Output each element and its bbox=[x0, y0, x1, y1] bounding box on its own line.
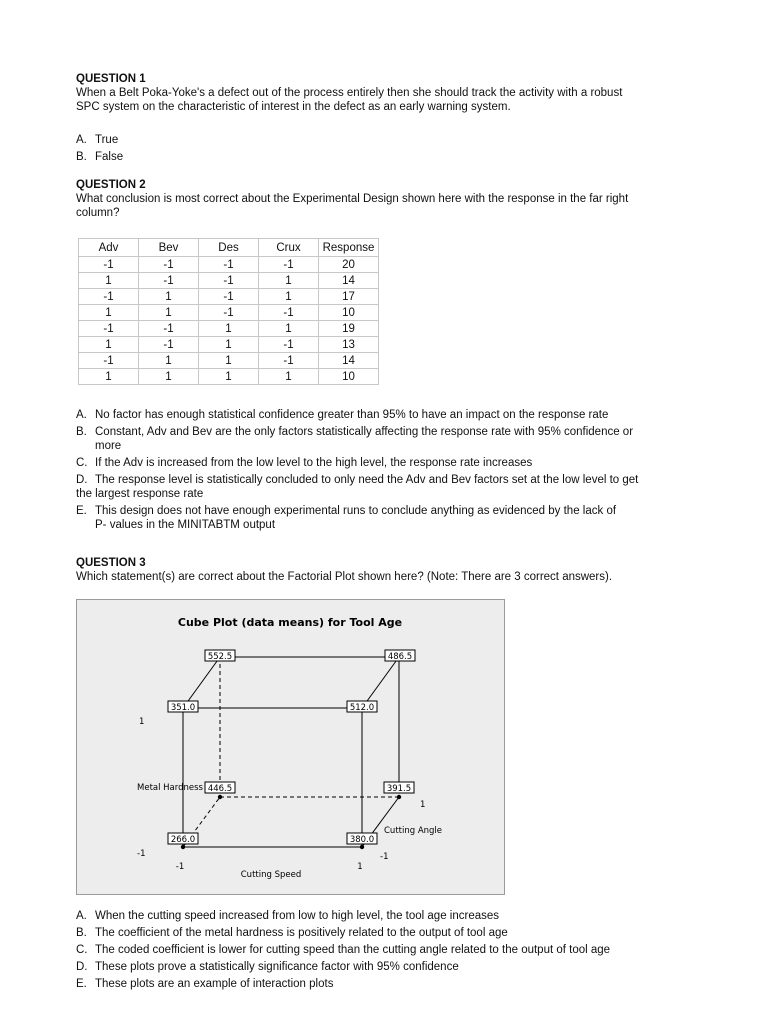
cube-plot-svg bbox=[77, 600, 504, 894]
table-header-bev: Bev bbox=[139, 239, 199, 257]
cube-value-front-top-right bbox=[347, 701, 377, 713]
svg-text:512.0: 512.0 bbox=[349, 703, 375, 713]
cube-point-front-bottom-right bbox=[360, 845, 364, 849]
question-2-option-a[interactable]: A. No factor has enough statistical confidence greater than 95% to have an impact on the response rate bbox=[76, 409, 609, 421]
question-1 bbox=[76, 72, 622, 114]
question-1-heading: QUESTION 1 bbox=[76, 73, 146, 85]
table-cell-response: 14 bbox=[319, 353, 379, 369]
cube-value-back-top-right bbox=[385, 650, 415, 662]
question-2-text-line-1: What conclusion is most correct about the Experimental Design shown here with the response in the far right bbox=[76, 193, 629, 205]
table-cell-adv: 1 bbox=[79, 273, 139, 289]
table-cell-response: 19 bbox=[319, 321, 379, 337]
svg-text:446.5: 446.5 bbox=[207, 784, 233, 794]
table-cell-des: -1 bbox=[199, 257, 259, 273]
table-row bbox=[79, 289, 379, 305]
table-cell-crux: -1 bbox=[259, 305, 319, 321]
svg-text:380.0: 380.0 bbox=[349, 835, 375, 845]
table-cell-des: 1 bbox=[199, 353, 259, 369]
table-cell-des: 1 bbox=[199, 369, 259, 385]
table-cell-adv: 1 bbox=[79, 305, 139, 321]
cube-value-back-top-left bbox=[205, 650, 235, 662]
axis-tick-cutting-angle-high: 1 bbox=[420, 800, 426, 810]
question-1-options bbox=[76, 133, 123, 167]
table-cell-crux: 1 bbox=[259, 321, 319, 337]
table-cell-response: 17 bbox=[319, 289, 379, 305]
question-3-option-a[interactable]: A. When the cutting speed increased from low to high level, the tool age increases bbox=[76, 910, 500, 922]
table-cell-bev: 1 bbox=[139, 369, 199, 385]
question-1-text-line-2: SPC system on the characteristic of interest in the defect as an early warning system. bbox=[76, 101, 511, 113]
axis-label-cutting-angle: Cutting Angle bbox=[384, 826, 443, 836]
svg-text:266.0: 266.0 bbox=[170, 835, 196, 845]
table-cell-bev: 1 bbox=[139, 353, 199, 369]
cube-value-back-bottom-left bbox=[205, 782, 235, 794]
table-cell-response: 14 bbox=[319, 273, 379, 289]
question-2-option-e[interactable]: E. This design does not have enough experimental runs to conclude anything as evidenced by the lack of P- values in the MINITABTM output bbox=[76, 505, 617, 531]
question-3 bbox=[76, 556, 696, 584]
table-cell-des: -1 bbox=[199, 273, 259, 289]
question-2-option-c[interactable]: C. If the Adv is increased from the low level to the high level, the response rate increases bbox=[76, 457, 533, 469]
table-row bbox=[79, 257, 379, 273]
question-3-heading: QUESTION 3 bbox=[76, 557, 146, 569]
table-row bbox=[79, 337, 379, 353]
table-cell-adv: 1 bbox=[79, 337, 139, 353]
table-header-crux: Crux bbox=[259, 239, 319, 257]
svg-text:486.5: 486.5 bbox=[387, 652, 413, 662]
question-1-text-line-1: When a Belt Poka-Yoke's a defect out of the process entirely then she should track the activity with a robust bbox=[76, 87, 623, 99]
question-2-option-d[interactable]: D. The response level is statistically concluded to only need the Adv and Bev factors set at the low level to get the largest response rate bbox=[76, 474, 639, 500]
table-cell-response: 13 bbox=[319, 337, 379, 353]
table-cell-crux: 1 bbox=[259, 273, 319, 289]
table-cell-bev: -1 bbox=[139, 337, 199, 353]
table-cell-response: 10 bbox=[319, 305, 379, 321]
question-3-option-b[interactable]: B. The coefficient of the metal hardness is positively related to the output of tool age bbox=[76, 927, 508, 939]
question-2 bbox=[76, 178, 696, 220]
table-header-row bbox=[79, 239, 379, 257]
table-cell-des: 1 bbox=[199, 321, 259, 337]
question-3-options bbox=[76, 909, 696, 994]
question-2-heading: QUESTION 2 bbox=[76, 179, 146, 191]
cube-plot-figure bbox=[76, 599, 505, 895]
question-3-option-d[interactable]: D. These plots prove a statistically significance factor with 95% confidence bbox=[76, 961, 459, 973]
question-3-text: Which statement(s) are correct about the Factorial Plot shown here? (Note: There are 3 correct answers). bbox=[76, 571, 613, 583]
axis-label-metal-hardness: Metal Hardness bbox=[137, 783, 203, 793]
experimental-design-table bbox=[78, 238, 379, 385]
table-row bbox=[79, 305, 379, 321]
cube-value-front-bottom-left bbox=[168, 833, 198, 845]
svg-text:552.5: 552.5 bbox=[207, 652, 233, 662]
axis-tick-metal-hardness-low: -1 bbox=[137, 849, 146, 859]
question-3-option-e[interactable]: E. These plots are an example of interaction plots bbox=[76, 978, 334, 990]
cube-point-back-bottom-left bbox=[218, 795, 222, 799]
axis-label-cutting-speed: Cutting Speed bbox=[240, 870, 302, 880]
table-cell-crux: 1 bbox=[259, 289, 319, 305]
table-cell-bev: 1 bbox=[139, 289, 199, 305]
question-2-text-line-2: column? bbox=[76, 207, 120, 219]
table-row bbox=[79, 353, 379, 369]
question-1-option-b[interactable]: B. False bbox=[76, 151, 124, 163]
cube-point-front-bottom-left bbox=[181, 845, 185, 849]
table-cell-adv: -1 bbox=[79, 289, 139, 305]
table-cell-crux: -1 bbox=[259, 257, 319, 273]
table-header-adv: Adv bbox=[79, 239, 139, 257]
table-cell-des: -1 bbox=[199, 289, 259, 305]
cube-value-front-bottom-right bbox=[347, 833, 377, 845]
table-cell-des: -1 bbox=[199, 305, 259, 321]
table-cell-bev: -1 bbox=[139, 257, 199, 273]
question-3-option-c[interactable]: C. The coded coefficient is lower for cutting speed than the cutting angle related to the output of tool age bbox=[76, 944, 611, 956]
table-cell-crux: -1 bbox=[259, 353, 319, 369]
cube-edge-top-right-depth bbox=[362, 657, 399, 708]
table-cell-adv: -1 bbox=[79, 321, 139, 337]
table-cell-response: 20 bbox=[319, 257, 379, 273]
cube-point-back-bottom-right bbox=[397, 795, 401, 799]
axis-tick-cutting-angle-low: -1 bbox=[380, 852, 389, 862]
table-cell-bev: -1 bbox=[139, 321, 199, 337]
table-cell-adv: 1 bbox=[79, 369, 139, 385]
axis-tick-cutting-speed-high: 1 bbox=[357, 862, 363, 872]
svg-text:351.0: 351.0 bbox=[170, 703, 196, 713]
table-row bbox=[79, 321, 379, 337]
table-row bbox=[79, 369, 379, 385]
axis-tick-cutting-speed-low: -1 bbox=[175, 862, 185, 872]
table-cell-des: 1 bbox=[199, 337, 259, 353]
svg-text:391.5: 391.5 bbox=[386, 784, 412, 794]
table-header-response: Response bbox=[319, 239, 379, 257]
cube-value-back-bottom-right bbox=[384, 782, 414, 794]
cube-plot-title: Cube Plot (data means) for Tool Age bbox=[177, 616, 403, 629]
table-header-des: Des bbox=[199, 239, 259, 257]
table-cell-adv: -1 bbox=[79, 353, 139, 369]
table-cell-crux: 1 bbox=[259, 369, 319, 385]
table-cell-bev: 1 bbox=[139, 305, 199, 321]
cube-edge-top-left-depth bbox=[183, 657, 220, 708]
table-cell-adv: -1 bbox=[79, 257, 139, 273]
table-cell-bev: -1 bbox=[139, 273, 199, 289]
question-2-option-b[interactable]: B. Constant, Adv and Bev are the only factors statistically affecting the response rate with 95% confidence or more bbox=[76, 426, 634, 452]
cube-value-front-top-left bbox=[168, 701, 198, 713]
question-2-options bbox=[76, 408, 696, 535]
table-cell-crux: -1 bbox=[259, 337, 319, 353]
question-1-option-a[interactable]: A. True bbox=[76, 134, 119, 146]
axis-tick-metal-hardness-high: 1 bbox=[139, 717, 145, 727]
table-cell-response: 10 bbox=[319, 369, 379, 385]
table-row bbox=[79, 273, 379, 289]
